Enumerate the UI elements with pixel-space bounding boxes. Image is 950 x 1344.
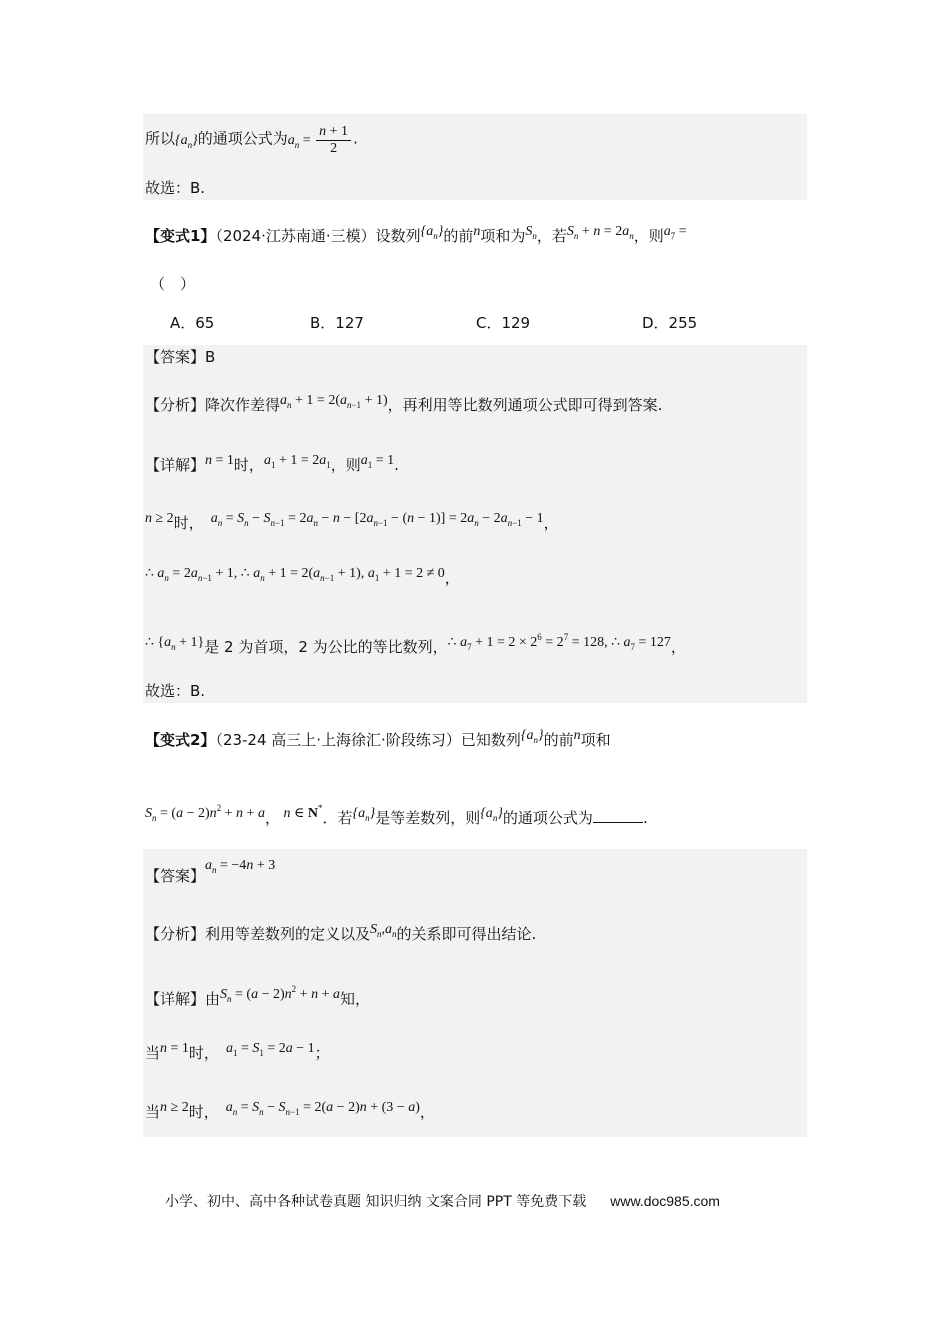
seq-an: $\{a_n\}$ [175,132,198,150]
answer-blank[interactable] [593,808,643,823]
analysis-1: 【分析】降次作差得$a_n + 1 = 2(a_{n-1} + 1)$，再利用等比数列通项公式即可得到答案. [145,393,663,414]
detail-2-line-1: 【详解】由$S_n = (a - 2)n^2 + n + a$知， [145,984,370,1008]
option-b[interactable]: B．127 [310,314,364,332]
question-1-paren: （ ） [150,275,196,293]
page-footer [165,1191,720,1211]
question-1-options [0,312,950,332]
detail-1-line-4: ∴ $\{a_n + 1\}$是 2 为首项，2 为公比的等比数列，∴ $a_7 + 1 = 2 \times 2^6 = 2^7 = 128$, ∴ $a_7 = 127$， [145,632,686,656]
top-choose: 故选：B. [145,179,206,197]
question-1: 【变式1】（2024·江苏南通·三模）设数列$\{a_n\}$的前n项和为$S_n$，若$S_n + n = 2a_n$，则$a_7$ = [145,224,687,245]
question-2-line-2: $S_n = (a - 2)n^2 + n + a$， n ∈ N*．若$\{a_n\}$是等差数列，则$\{a_n\}$的通项公式为 . [145,803,648,827]
question-1-label: 【变式1】 [145,227,216,245]
answer-1: 【答案】B [145,348,216,366]
question-2: 【变式2】（23-24 高三上·上海徐汇·阶段练习）已知数列$\{a_n\}$的前n项和 [145,728,611,749]
detail-2-line-3: 当n ≥ 2时， $a_n = S_n - S_{n-1} = 2(a - 2)n + (3 - a)$， [145,1100,435,1121]
detail-2-line-2: 当n = 1时， $a_1 = S_1 = 2a - 1$； [145,1041,330,1062]
option-d[interactable]: D．255 [642,314,698,332]
footer-text: 小学、初中、高中各种试卷真题 知识归纳 文案合同 PPT 等免费下载 [165,1194,587,1210]
formula-an: $a_n$ = $\frac{n + 1}{2}$ [288,133,353,148]
detail-1-line-2: n ≥ 2时， $a_n = S_n - S_{n-1} = 2a_n - n - [2a_{n-1} - (n - 1)] = 2a_n - 2a_{n-1} - 1$， [145,511,559,532]
question-2-label: 【变式2】 [145,731,216,749]
analysis-2: 【分析】利用等差数列的定义以及$S_n,a_n$的关系即可得出结论. [145,922,537,943]
option-a[interactable]: A．65 [170,314,215,332]
detail-1-line-1: 【详解】n = 1时，$a_1 + 1 = 2a_1$，则$a_1 = 1$. [145,453,399,474]
option-c[interactable]: C．129 [476,314,531,332]
top-formula-line: 所以$\{a_n\}$的通项公式为$a_n$ = $\frac{n + 1}{2}$ . [145,124,358,156]
detail-1-line-3: ∴ $a_n = 2a_{n-1} + 1$, ∴ $a_n + 1 = 2(a_{n-1} + 1)$, $a_1 + 1 = 2 \ne 0$， [145,566,460,587]
choose-1: 故选：B. [145,682,206,700]
footer-url[interactable]: www.doc985.com [610,1193,720,1209]
answer-2: 【答案】$a_n = -4n + 3$ [145,858,276,885]
